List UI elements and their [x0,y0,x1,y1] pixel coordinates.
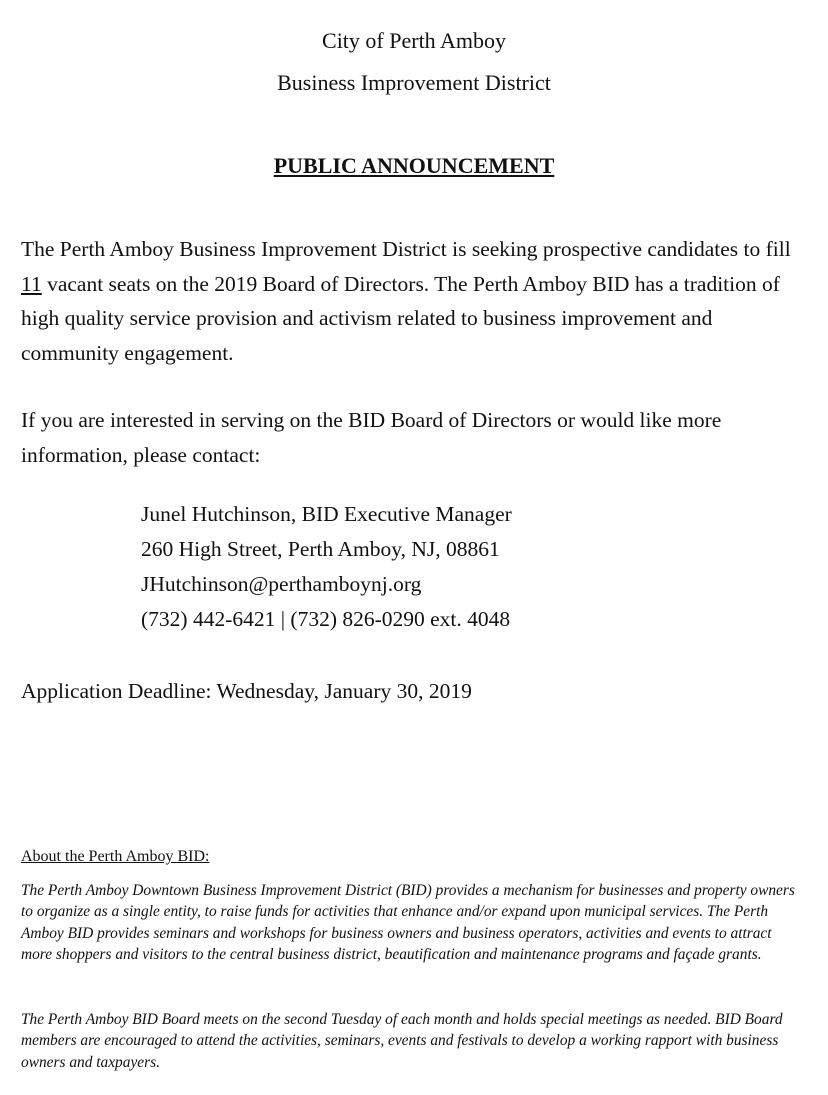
contact-email: JHutchinson@perthamboynj.org [141,572,422,596]
contact-block [141,497,781,637]
about-paragraph-1: The Perth Amboy Downtown Business Improvement District (BID) provides a mechanism for businesses and property owners to organize as a single entity, to raise funds for activities that enhance and/or expand upon municipal services. The Perth Amboy BID provides seminars and workshops for business owners and business operators, activities and events to attract more shoppers and visitors to the central business district, beautification and maintenance programs and façade grants. [21,882,795,963]
intro-text-start: The Perth Amboy Business Improvement District is seeking prospective candidates to fill [21,237,791,261]
page-title-text: PUBLIC ANNOUNCEMENT [273,153,555,178]
contact-phones: (732) 442-6421 | (732) 826-0290 ext. 4048 [141,607,511,631]
interest-paragraph: If you are interested in serving on the BID Board of Directors or would like more information, please contact: [21,408,722,467]
seat-count: 11 [21,271,42,296]
intro-text-end: vacant seats on the 2019 Board of Directors. The Perth Amboy BID has a tradition of high quality service provision and activism related to business improvement and community engagement. [21,271,780,365]
application-deadline: Application Deadline: Wednesday, January 30, 2019 [21,679,472,703]
contact-address: 260 High Street, Perth Amboy, NJ, 08861 [141,537,500,561]
about-heading: About the Perth Amboy BID: [21,848,210,865]
district-name: Business Improvement District [277,70,551,95]
about-paragraph-2: The Perth Amboy BID Board meets on the second Tuesday of each month and holds special meetings as needed. BID Board members are encouraged to attend the activities, seminars, events and festivals to develop a working rapport with business owners and taxpayers. [21,1011,783,1071]
city-name: City of Perth Amboy [322,28,506,53]
page-title [0,153,828,179]
intro-paragraph [21,232,811,370]
contact-name: Junel Hutchinson, BID Executive Manager [141,502,512,526]
